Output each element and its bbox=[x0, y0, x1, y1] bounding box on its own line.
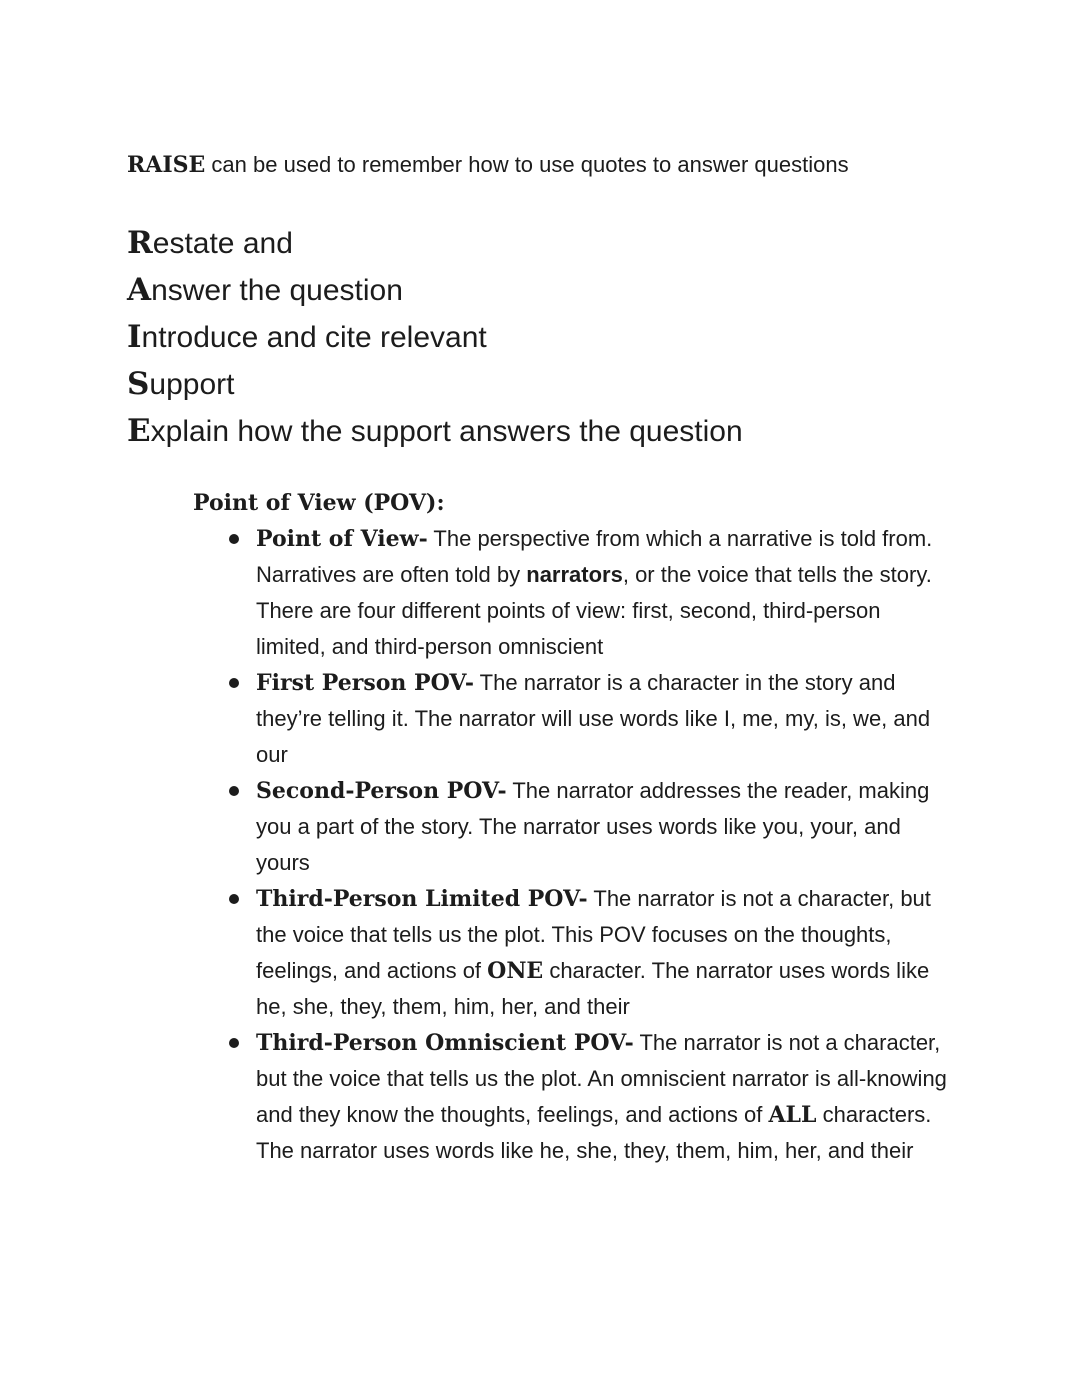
bullet-first-person-pov bbox=[193, 665, 951, 773]
bullet-point-of-view bbox=[193, 521, 951, 665]
acrostic-text: nswer the question bbox=[151, 274, 403, 307]
acrostic-line-introduce bbox=[127, 314, 960, 361]
bullet-bold-word: ONE bbox=[487, 958, 544, 984]
bullet-text: , or the voice that tells the story. There are four different points of view: first, second, third-person limited, and third-person omniscient bbox=[256, 562, 932, 659]
acrostic-text: xplain how the support answers the question bbox=[150, 415, 743, 448]
raise-acrostic bbox=[127, 220, 960, 455]
acrostic-initial: E bbox=[127, 413, 151, 449]
bullet-lead: Second-Person POV- bbox=[256, 778, 507, 804]
bullet-third-person-omniscient-pov bbox=[193, 1025, 951, 1169]
intro-text: can be used to remember how to use quotes to answer questions bbox=[205, 152, 849, 177]
bullet-dot-icon bbox=[229, 786, 239, 796]
acrostic-initial: A bbox=[127, 272, 152, 308]
bullet-text: The narrator is not a character, but the voice that tells us the plot. An omniscient narrator is all-knowing and they know the thoughts, feelings, and actions of bbox=[256, 1030, 947, 1127]
acrostic-text: ntroduce and cite relevant bbox=[141, 321, 487, 354]
bullet-third-person-limited-pov bbox=[193, 881, 951, 1025]
acrostic-line-answer bbox=[127, 267, 960, 314]
bullet-text: The narrator addresses the reader, making you a part of the story. The narrator uses words like you, your, and yours bbox=[256, 778, 930, 875]
bullet-dot-icon bbox=[229, 1038, 239, 1048]
intro-line bbox=[127, 150, 960, 180]
bullet-text: character. The narrator uses words like he, she, they, them, him, her, and their bbox=[256, 958, 930, 1019]
acrostic-initial: I bbox=[127, 319, 142, 355]
acrostic-line-restate bbox=[127, 220, 960, 267]
bullet-lead: Point of View- bbox=[256, 526, 428, 552]
bullet-lead: Third-Person Limited POV- bbox=[256, 886, 588, 912]
acrostic-initial: R bbox=[127, 225, 153, 261]
bullet-dot-icon bbox=[229, 678, 239, 688]
pov-section-heading: Point of View (POV): bbox=[193, 490, 445, 516]
acrostic-text: upport bbox=[149, 368, 235, 401]
acrostic-line-explain bbox=[127, 408, 960, 455]
bullet-text: The narrator is not a character, but the voice that tells us the plot. This POV focuses on the thoughts, feelings, and actions of bbox=[256, 886, 931, 983]
acrostic-text: estate and bbox=[152, 227, 293, 260]
bullet-text: The narrator is a character in the story and they’re telling it. The narrator will use words like I, me, my, is, we, and our bbox=[256, 670, 931, 767]
bullet-dot-icon bbox=[229, 894, 239, 904]
bullet-text: The perspective from which a narrative is told from. Narratives are often told by bbox=[256, 526, 933, 587]
pov-bullet-list bbox=[193, 521, 960, 1169]
raise-acronym: RAISE bbox=[127, 152, 206, 178]
bullet-lead: First Person POV- bbox=[256, 670, 474, 696]
bullet-bold-word: ALL bbox=[768, 1102, 817, 1128]
acrostic-initial: S bbox=[127, 366, 150, 402]
bullet-lead: Third-Person Omniscient POV- bbox=[256, 1030, 634, 1056]
bullet-second-person-pov bbox=[193, 773, 951, 881]
acrostic-line-support bbox=[127, 361, 960, 408]
bullet-dot-icon bbox=[229, 534, 239, 544]
bullet-bold-word: narrators bbox=[526, 562, 623, 587]
bullet-text: characters. The narrator uses words like he, she, they, them, him, her, and their bbox=[256, 1102, 932, 1163]
